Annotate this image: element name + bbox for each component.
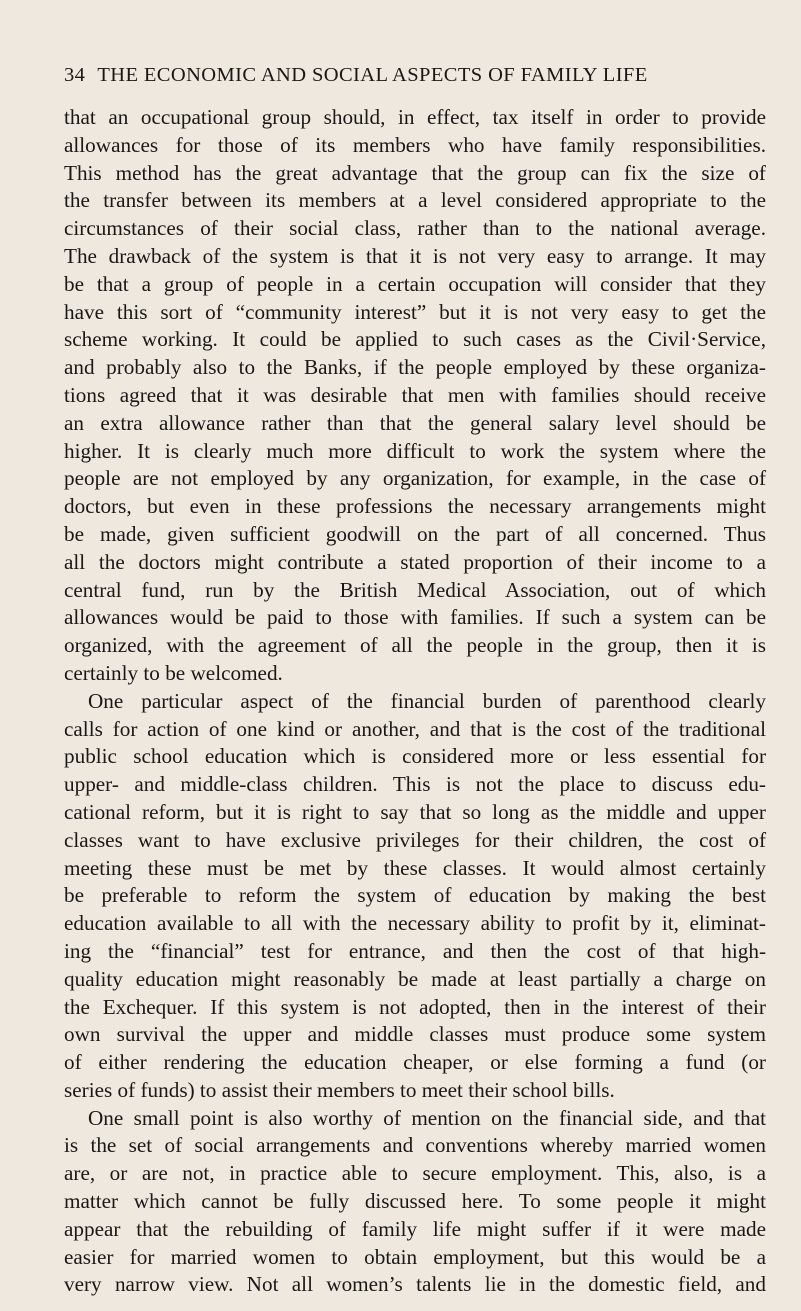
- text-line: allowances would be paid to those with families. If such a system can be: [64, 605, 766, 630]
- text-line: very narrow view. Not all women’s talents lie in the domestic field, and: [64, 1272, 766, 1297]
- text-line: The drawback of the system is that it is not very easy to arrange. It may: [64, 243, 766, 268]
- page-number: 34: [64, 64, 86, 86]
- text-line: matter which cannot be fully discussed here. To some people it might: [64, 1189, 766, 1214]
- text-line: cational reform, but it is right to say that so long as the middle and upper: [64, 799, 766, 824]
- text-line: higher. It is clearly much more difficult to work the system where the: [64, 438, 766, 463]
- text-line: appear that the rebuilding of family life might suffer if it were made: [64, 1216, 766, 1241]
- text-line: of either rendering the education cheaper, or else forming a fund (or: [64, 1050, 766, 1075]
- text-line: central fund, run by the British Medical Association, out of which: [64, 577, 766, 602]
- text-line: be preferable to reform the system of education by making the best: [64, 883, 766, 908]
- body-text: [64, 104, 766, 1299]
- text-line: is the set of social arrangements and conventions whereby married women: [64, 1133, 766, 1158]
- paragraph: [64, 688, 766, 1105]
- running-title: THE ECONOMIC AND SOCIAL ASPECTS OF FAMILY LIFE: [97, 64, 648, 86]
- text-line: circumstances of their social class, rather than to the national average.: [64, 216, 766, 241]
- text-line: easier for married women to obtain employment, but this would be a: [64, 1244, 766, 1269]
- text-line: upper- and middle-class children. This is not the place to discuss edu-: [64, 772, 766, 797]
- text-line: be made, given sufficient goodwill on the part of all concerned. Thus: [64, 521, 766, 546]
- text-line: One particular aspect of the financial burden of parenthood clearly: [88, 688, 766, 713]
- text-line: all the doctors might contribute a stated proportion of their income to a: [64, 549, 766, 574]
- text-line: have this sort of “community interest” but it is not very easy to get the: [64, 299, 766, 324]
- text-line: that an occupational group should, in effect, tax itself in order to provide: [64, 105, 766, 129]
- text-line: scheme working. It could be applied to such cases as the Civil·Service,: [64, 327, 766, 352]
- paragraph: [64, 104, 766, 688]
- text-line: tions agreed that it was desirable that men with families should receive: [64, 382, 766, 407]
- text-line: are, or are not, in practice able to secure employment. This, also, is a: [64, 1161, 766, 1186]
- text-line: education available to all with the necessary ability to profit by it, eliminat-: [64, 911, 766, 936]
- text-line: an extra allowance rather than that the general salary level should be: [64, 410, 766, 435]
- text-line: be that a group of people in a certain occupation will consider that they: [64, 271, 766, 296]
- text-line: own survival the upper and middle classes must produce some system: [64, 1022, 766, 1047]
- text-line: One small point is also worthy of mention on the financial side, and that: [88, 1105, 766, 1130]
- text-line: series of funds) to assist their members to meet their school bills.: [64, 1077, 615, 1102]
- text-line: ing the “financial” test for entrance, and then the cost of that high-: [64, 938, 766, 963]
- text-line: meeting these must be met by these classes. It would almost certainly: [64, 855, 766, 880]
- paragraph: [64, 1105, 766, 1300]
- text-line: and probably also to the Banks, if the people employed by these organiza-: [64, 355, 766, 380]
- text-line: public school education which is considered more or less essential for: [64, 744, 766, 769]
- text-line: the transfer between its members at a level considered appropriate to the: [64, 188, 766, 213]
- running-head: [64, 64, 754, 87]
- text-line: the Exchequer. If this system is not adopted, then in the interest of their: [64, 994, 766, 1019]
- text-line: doctors, but even in these professions the necessary arrangements might: [64, 494, 766, 519]
- text-line: certainly to be welcomed.: [64, 660, 283, 685]
- text-line: This method has the great advantage that the group can fix the size of: [64, 160, 766, 185]
- text-line: calls for action of one kind or another, and that is the cost of the traditional: [64, 716, 766, 741]
- text-line: organized, with the agreement of all the people in the group, then it is: [64, 633, 766, 658]
- text-line: allowances for those of its members who have family responsibilities.: [64, 132, 766, 157]
- text-line: people are not employed by any organization, for example, in the case of: [64, 466, 766, 491]
- text-line: quality education might reasonably be made at least partially a charge on: [64, 966, 766, 991]
- text-line: classes want to have exclusive privileges for their children, the cost of: [64, 827, 766, 852]
